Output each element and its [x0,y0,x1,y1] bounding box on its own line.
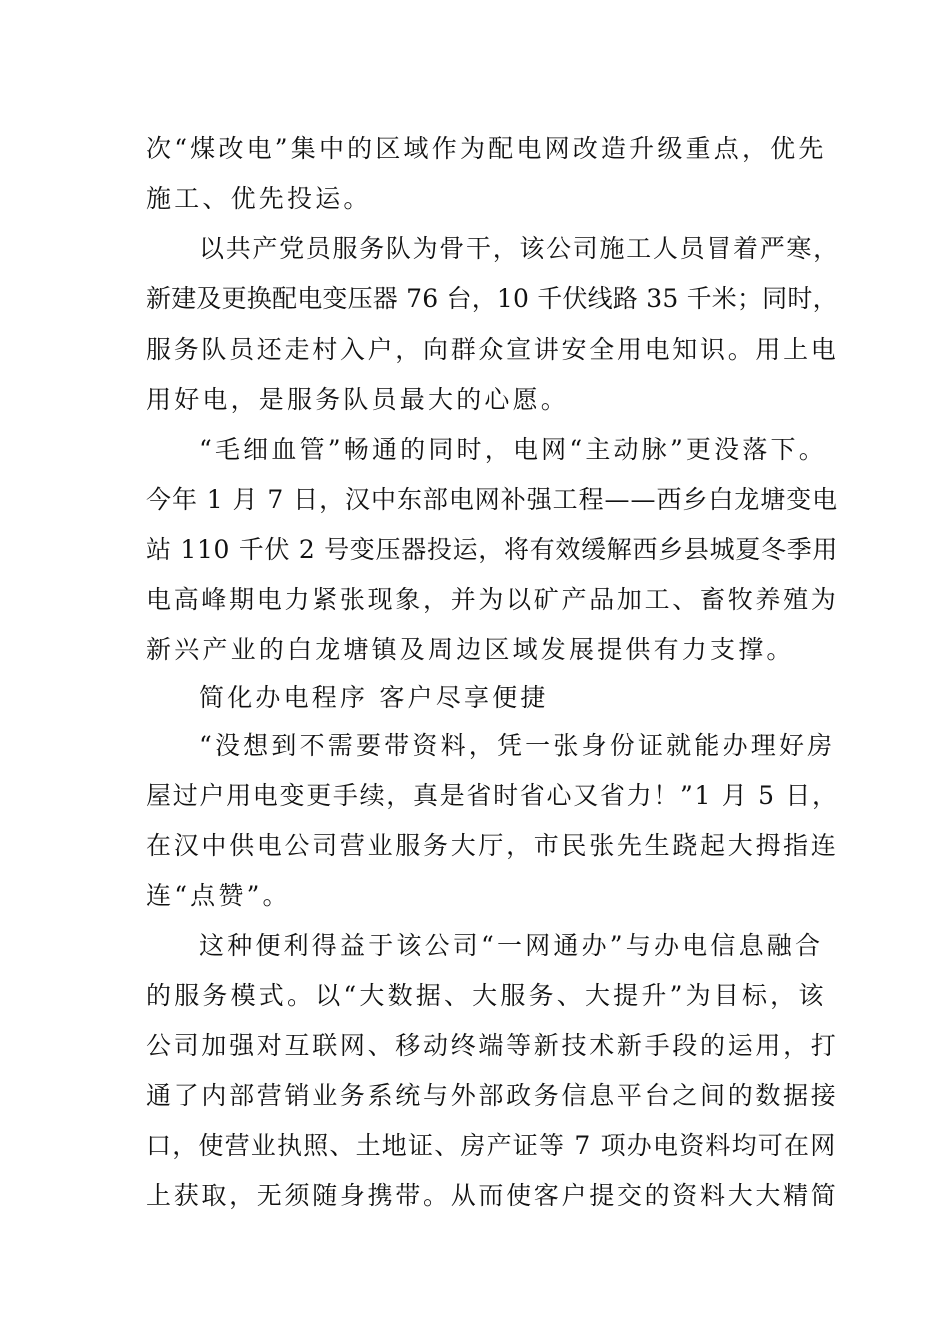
line-text: 以共产党员服务队为骨干，该公司施工人员冒着严寒， [199,234,840,263]
text-line [0,480,950,520]
line-text: 在汉中供电公司营业服务大厅，市民张先生跷起大拇指连 [146,831,839,860]
text-line [0,380,950,420]
line-text: 公司加强对互联网、移动终端等新技术新手段的运用，打 [146,1031,839,1060]
line-text: 次“煤改电”集中的区域作为配电网改造升级重点，优先 [146,134,827,163]
text-line [0,279,950,319]
line-text: “毛细血管”畅通的同时，电网“主动脉”更没落下。 [199,435,827,464]
line-text: 屋过户用电变更手续，真是省时省心又省力！”1 月 5 日， [146,781,839,810]
text-line [0,430,950,470]
line-text: 今年 1 月 7 日，汉中东部电网补强工程——西乡白龙塘变电 [146,485,839,514]
text-line [0,1076,950,1116]
line-text: 这种便利得益于该公司“一网通办”与办电信息融合 [199,931,824,960]
text-line [0,1026,950,1066]
line-text: “没想到不需要带资料，凭一张身份证就能办理好房 [199,731,836,760]
text-line [0,776,950,816]
section-heading [0,678,950,718]
line-text: 口，使营业执照、土地证、房产证等 7 项办电资料均可在网 [146,1131,837,1160]
text-line [0,1176,950,1216]
line-text: 施工、优先投运。 [146,184,372,213]
text-line [0,1126,950,1166]
text-line [0,530,950,570]
line-text: 电高峰期电力紧张现象，并为以矿产品加工、畜牧养殖为 [146,585,839,614]
text-line [0,580,950,620]
line-text: 上获取，无须随身携带。从而使客户提交的资料大大精简 [146,1181,839,1210]
line-text: 通了内部营销业务系统与外部政务信息平台之间的数据接 [146,1081,839,1110]
line-text: 服务队员还走村入户，向群众宣讲安全用电知识。用上电 [146,335,839,364]
text-line [0,129,950,169]
text-line [0,179,950,219]
text-line [0,926,950,966]
line-text: 新兴产业的白龙塘镇及周边区域发展提供有力支撑。 [146,635,795,664]
line-text: 站 110 千伏 2 号变压器投运，将有效缓解西乡县城夏冬季用 [146,535,839,564]
line-text: 新建及更换配电变压器 76 台，10 千伏线路 35 千米；同时， [146,284,838,313]
line-text: 用好电，是服务队员最大的心愿。 [146,385,570,414]
text-line [0,229,950,269]
text-line [0,330,950,370]
text-line [0,826,950,866]
text-line [0,726,950,766]
text-line [0,976,950,1016]
line-text: 的服务模式。以“大数据、大服务、大提升”为目标，该 [146,981,827,1010]
text-line [0,630,950,670]
heading-text: 简化办电程序 客户尽享便捷 [199,683,549,712]
text-line [0,876,950,916]
line-text: 连“点赞”。 [146,881,291,910]
